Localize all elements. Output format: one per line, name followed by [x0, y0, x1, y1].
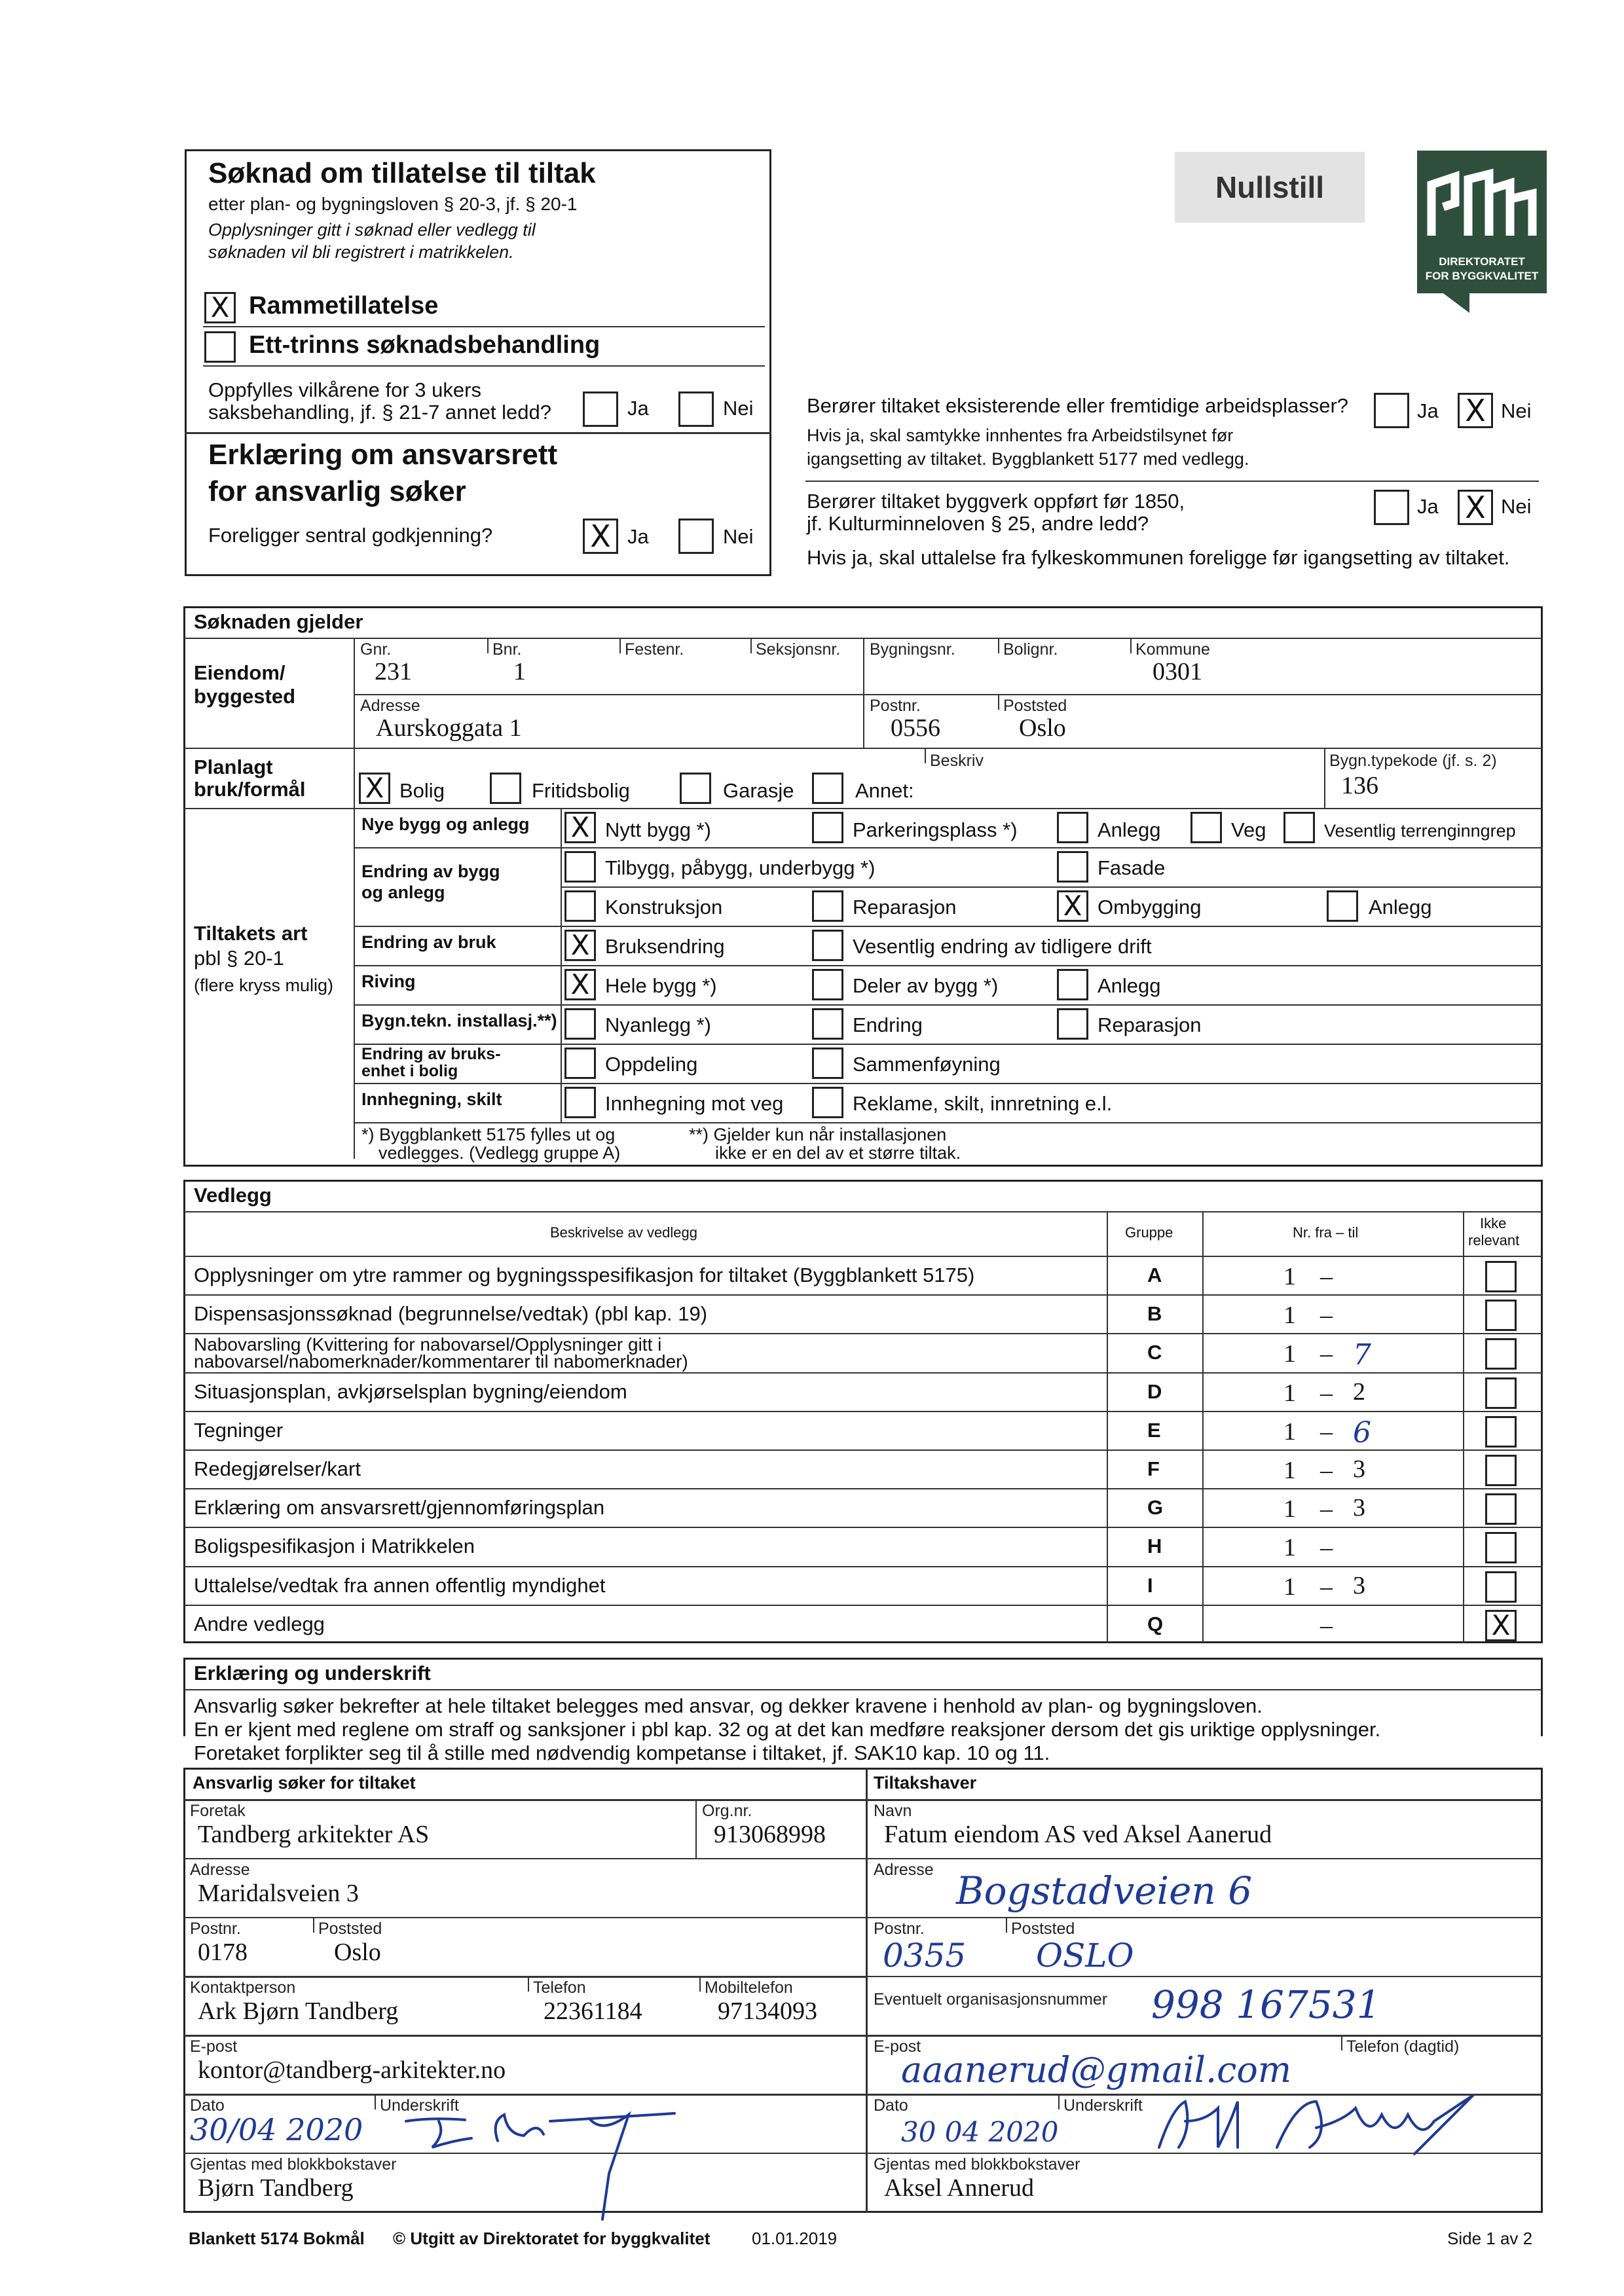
- vedlegg-group: I: [1147, 1574, 1153, 1597]
- heritage-nei-label: Nei: [1501, 495, 1532, 518]
- vedlegg-row-divider: [183, 1256, 1543, 1257]
- form-subtitle: etter plan- og bygningsloven § 20-3, jf. § 20-1: [208, 194, 578, 214]
- row-nye-bygg: Nye bygg og anlegg: [361, 814, 530, 834]
- poststed-value[interactable]: Oslo: [1019, 714, 1066, 742]
- three-week-nei-label: Nei: [723, 397, 754, 420]
- three-week-question-1: Oppfylles vilkårene for 3 ukers: [208, 378, 481, 401]
- annet-checkbox[interactable]: [812, 773, 843, 804]
- soker-underskrift-label: Underskrift: [380, 2096, 459, 2115]
- anlegg2-checkbox[interactable]: [1327, 890, 1358, 922]
- vedlegg-ikke-relevant-checkbox[interactable]: [1485, 1261, 1517, 1292]
- tiltakshaver-underskrift-label: Underskrift: [1063, 2096, 1143, 2115]
- three-week-nei-checkbox[interactable]: [678, 392, 714, 427]
- heritage-ja-checkbox[interactable]: [1374, 490, 1409, 525]
- parkeringsplass-checkbox[interactable]: [812, 812, 843, 843]
- vedlegg-dash: –: [1320, 1457, 1333, 1484]
- vedlegg-dash: –: [1320, 1534, 1333, 1561]
- vedlegg-from[interactable]: 1: [1283, 1340, 1296, 1368]
- oppdeling-label: Oppdeling: [605, 1053, 698, 1076]
- postnr-label: Postnr.: [870, 697, 921, 715]
- art-label-2: pbl § 20-1: [194, 947, 284, 970]
- veg-checkbox[interactable]: [1190, 812, 1222, 843]
- vedlegg-col-beskrivelse: Beskrivelse av vedlegg: [550, 1224, 698, 1241]
- footer-page: Side 1 av 2: [1447, 2229, 1533, 2248]
- bruksendring-label: Bruksendring: [605, 935, 725, 958]
- vedlegg-desc: Erklæring om ansvarsrett/gjennomføringsplan: [194, 1496, 605, 1519]
- row-endring-bygg-1: Endring av bygg: [361, 862, 500, 881]
- art-label-3: (flere kryss mulig): [194, 975, 334, 995]
- ett-trinns-checkbox[interactable]: [204, 331, 236, 363]
- anlegg1-label: Anlegg: [1098, 818, 1161, 841]
- vedlegg-ikke-relevant-checkbox[interactable]: [1485, 1571, 1517, 1603]
- form-note-1: Opplysninger gitt i søknad eller vedlegg til: [208, 220, 536, 240]
- tiltakshaver-adresse-value[interactable]: Bogstadveien 6: [956, 1868, 1253, 1913]
- logo-line-1: DIREKTORATET: [1439, 255, 1525, 268]
- workplace-nei-checkbox[interactable]: X: [1458, 393, 1493, 428]
- soker-telefon-value[interactable]: 22361184: [544, 1997, 642, 2025]
- annet-label: Annet:: [855, 779, 914, 802]
- soker-title: Ansvarlig søker for tiltaket: [193, 1773, 416, 1793]
- tiltakshaver-navn-label: Navn: [874, 1802, 912, 1820]
- vedlegg-group: D: [1147, 1380, 1162, 1403]
- fritidsbolig-checkbox[interactable]: [490, 773, 521, 804]
- soker-postnr-value[interactable]: 0178: [198, 1939, 248, 1966]
- vedlegg-row-divider: [183, 1411, 1543, 1412]
- vedlegg-desc: Dispensasjonssøknad (begrunnelse/vedtak) (pbl kap. 19): [194, 1302, 708, 1325]
- soker-mobil-label: Mobiltelefon: [705, 1978, 793, 1997]
- garasje-checkbox[interactable]: [680, 773, 711, 804]
- nytt-bygg-label: Nytt bygg *): [605, 818, 711, 841]
- bygn-typekode-label: Bygn.typekode (jf. s. 2): [1329, 752, 1497, 770]
- footnote-1b: vedlegges. (Vedlegg gruppe A): [378, 1143, 621, 1163]
- vedlegg-to[interactable]: 3: [1353, 1494, 1365, 1522]
- reparasjon2-label: Reparasjon: [1098, 1013, 1202, 1036]
- garasje-label: Garasje: [723, 779, 794, 802]
- endring-checkbox[interactable]: [812, 1008, 843, 1040]
- vedlegg-group: C: [1147, 1341, 1162, 1364]
- vedlegg-dash: –: [1320, 1340, 1333, 1368]
- vedlegg-from[interactable]: 1: [1283, 1263, 1296, 1290]
- eiendom-label-1: Eiendom/: [194, 661, 286, 684]
- eiendom-label-2: byggested: [194, 685, 296, 708]
- vedlegg-desc: Andre vedlegg: [194, 1613, 325, 1635]
- workplace-ja-label: Ja: [1417, 399, 1439, 422]
- vedlegg-from[interactable]: 1: [1283, 1495, 1296, 1523]
- vedlegg-from[interactable]: 1: [1283, 1534, 1296, 1561]
- innhegning-mot-veg-checkbox[interactable]: [564, 1087, 596, 1118]
- soker-gjentas-label: Gjentas med blokkbokstaver: [190, 2155, 397, 2174]
- three-week-ja-label: Ja: [627, 397, 649, 420]
- rammetillatelse-label: Rammetillatelse: [249, 292, 439, 319]
- deler-av-bygg-label: Deler av bygg *): [853, 974, 999, 997]
- row-bygn-tekn: Bygn.tekn. installasj.**): [361, 1011, 557, 1030]
- tiltakshaver-postnr-label: Postnr.: [874, 1920, 925, 1938]
- anlegg3-label: Anlegg: [1098, 974, 1161, 997]
- vedlegg-ikke-relevant-checkbox[interactable]: [1485, 1377, 1517, 1409]
- footer-publisher: © Utgitt av Direktoratet for byggkvalitet: [393, 2229, 710, 2248]
- soker-signature: [393, 2095, 707, 2226]
- ett-trinns-label: Ett-trinns søknadsbehandling: [249, 331, 600, 359]
- reset-button-label: Nullstill: [1215, 170, 1325, 204]
- vedlegg-col-gruppe: Gruppe: [1125, 1224, 1173, 1241]
- bolig-checkbox[interactable]: X: [359, 773, 390, 804]
- soker-orgnr-label: Org.nr.: [702, 1802, 752, 1820]
- tiltakshaver-signature: [1146, 2082, 1513, 2160]
- tiltakshaver-postnr-value[interactable]: 0355: [883, 1937, 967, 1975]
- vedlegg-desc: Uttalelse/vedtak fra annen offentlig myndighet: [194, 1574, 606, 1597]
- row-riving: Riving: [361, 972, 416, 991]
- festenr-label: Festenr.: [625, 640, 684, 659]
- seksjonsnr-label: Seksjonsnr.: [756, 640, 841, 659]
- tiltakshaver-title: Tiltakshaver: [874, 1773, 977, 1793]
- footer-form-id: Blankett 5174 Bokmål: [189, 2229, 365, 2248]
- adresse-label: Adresse: [360, 697, 420, 715]
- row-endring-bruksenhet-1: Endring av bruks-: [361, 1045, 501, 1063]
- veg-label: Veg: [1231, 818, 1266, 841]
- vedlegg-ikke-relevant-checkbox[interactable]: X: [1485, 1610, 1517, 1641]
- vedlegg-row-divider: [183, 1605, 1543, 1606]
- parkeringsplass-label: Parkeringsplass *): [853, 818, 1018, 841]
- tilbygg-checkbox[interactable]: [564, 851, 596, 883]
- vedlegg-from[interactable]: 1: [1283, 1379, 1296, 1407]
- vedlegg-dash: –: [1320, 1263, 1333, 1290]
- vedlegg-ikke-relevant-checkbox[interactable]: [1485, 1338, 1517, 1370]
- dibk-logo-icon: [1417, 151, 1547, 249]
- heritage-ja-label: Ja: [1417, 495, 1439, 518]
- bnr-value[interactable]: 1: [513, 658, 526, 685]
- dibk-logo: [1417, 151, 1547, 293]
- vesentlig-endring-label: Vesentlig endring av tidligere drift: [853, 935, 1152, 958]
- vedlegg-dash: –: [1320, 1418, 1333, 1446]
- sentral-godkjenning-question: Foreligger sentral godkjenning?: [208, 524, 493, 547]
- workplace-nei-label: Nei: [1501, 399, 1532, 422]
- tiltakshaver-telefon-dagtid-label: Telefon (dagtid): [1346, 2037, 1460, 2056]
- vedlegg-desc: Nabovarsling (Kvittering for nabovarsel/Opplysninger gitt i: [194, 1334, 662, 1355]
- gnr-value[interactable]: 231: [375, 658, 412, 685]
- art-label-1: Tiltakets art: [194, 922, 308, 945]
- vedlegg-to[interactable]: 3: [1353, 1455, 1365, 1483]
- vedlegg-dash: –: [1320, 1379, 1333, 1407]
- sammenfoyning-label: Sammenføyning: [853, 1053, 1001, 1076]
- soker-blokk-value[interactable]: Bjørn Tandberg: [198, 2174, 354, 2202]
- oppdeling-checkbox[interactable]: [564, 1048, 596, 1079]
- heritage-question-2: jf. Kulturminneloven § 25, andre ledd?: [807, 512, 1149, 535]
- bnr-label: Bnr.: [492, 640, 522, 659]
- vedlegg-group: A: [1147, 1264, 1162, 1286]
- soker-mobil-value[interactable]: 97134093: [718, 1997, 817, 2025]
- ombygging-label: Ombygging: [1098, 896, 1202, 919]
- tiltakshaver-dato-value[interactable]: 30 04 2020: [901, 2116, 1059, 2148]
- vedlegg-col-ikke-1: Ikke: [1480, 1215, 1507, 1231]
- reparasjon1-label: Reparasjon: [853, 896, 957, 919]
- workplace-note-2: igangsetting av tiltaket. Byggblankett 5177 med vedlegg.: [807, 449, 1249, 469]
- workplace-ja-checkbox[interactable]: [1374, 393, 1409, 428]
- soker-orgnr-value[interactable]: 913068998: [714, 1821, 826, 1848]
- bolig-label: Bolig: [399, 779, 445, 802]
- soker-kontaktperson-value[interactable]: Ark Bjørn Tandberg: [198, 1997, 399, 2025]
- vedlegg-group: H: [1147, 1535, 1162, 1558]
- erklaering-text-3: Foretaket forplikter seg til å stille med nødvendig kompetanse i tiltaket, jf. SAK10 kap. 10 og 11.: [194, 1741, 1050, 1764]
- hele-bygg-checkbox[interactable]: X: [564, 969, 596, 1000]
- vedlegg-desc: Tegninger: [194, 1419, 284, 1442]
- form-title: Søknad om tillatelse til tiltak: [208, 157, 596, 189]
- anlegg2-label: Anlegg: [1369, 896, 1432, 919]
- sammenfoyning-checkbox[interactable]: [812, 1048, 843, 1079]
- soker-dato-label: Dato: [190, 2096, 225, 2115]
- workplace-question: Berører tiltaket eksisterende eller fremtidige arbeidsplasser?: [807, 394, 1349, 417]
- nyanlegg-label: Nyanlegg *): [605, 1013, 711, 1036]
- sentral-godkjenning-ja-checkbox[interactable]: X: [583, 519, 618, 554]
- endring-label: Endring: [853, 1013, 923, 1036]
- vedlegg-dash: –: [1320, 1302, 1333, 1329]
- vedlegg-dash: –: [1320, 1495, 1333, 1523]
- footnote-2a: **) Gjelder kun når installasjonen: [689, 1125, 947, 1144]
- workplace-note-1: Hvis ja, skal samtykke innhentes fra Arbeidstilsynet før: [807, 426, 1234, 445]
- vedlegg-row-divider: [183, 1294, 1543, 1296]
- reset-button[interactable]: [1175, 152, 1365, 223]
- soker-poststed-label: Poststed: [318, 1920, 382, 1938]
- form-note-2: søknaden vil bli registrert i matrikkelen.: [208, 242, 514, 262]
- vedlegg-row-divider: [183, 1488, 1543, 1489]
- konstruksjon-checkbox[interactable]: [564, 890, 596, 922]
- kommune-label: Kommune: [1135, 640, 1210, 659]
- vedlegg-desc: Situasjonsplan, avkjørselsplan bygning/eiendom: [194, 1380, 627, 1403]
- vedlegg-group: G: [1147, 1496, 1164, 1519]
- erklaering-title: Erklæring og underskrift: [194, 1662, 431, 1685]
- vesentlig-terreng-label: Vesentlig terrenginngrep: [1324, 821, 1516, 841]
- soker-adresse-value[interactable]: Maridalsveien 3: [198, 1880, 359, 1907]
- reklame-label: Reklame, skilt, innretning e.l.: [853, 1092, 1113, 1115]
- three-week-question-2: saksbehandling, jf. § 21-7 annet ledd?: [208, 401, 551, 424]
- planlagt-label-2: bruk/formål: [194, 778, 306, 801]
- konstruksjon-label: Konstruksjon: [605, 896, 723, 919]
- tiltakshaver-adresse-label: Adresse: [874, 1861, 934, 1879]
- vedlegg-dash: –: [1320, 1612, 1333, 1639]
- vedlegg-to[interactable]: 3: [1353, 1572, 1365, 1599]
- fasade-label: Fasade: [1098, 856, 1166, 879]
- rammetillatelse-checkbox[interactable]: X: [204, 292, 236, 323]
- poststed-label: Poststed: [1003, 697, 1067, 715]
- vedlegg-desc: Redegjørelser/kart: [194, 1457, 361, 1480]
- vedlegg-group: F: [1147, 1457, 1160, 1480]
- vedlegg-to[interactable]: 6: [1353, 1416, 1371, 1449]
- soker-foretak-label: Foretak: [190, 1802, 246, 1820]
- planlagt-label-1: Planlagt: [194, 756, 273, 778]
- vedlegg-group: B: [1147, 1302, 1162, 1325]
- tiltakshaver-epost-value[interactable]: aaanerud@gmail.com: [901, 2049, 1292, 2090]
- fritidsbolig-label: Fritidsbolig: [532, 779, 630, 802]
- reklame-checkbox[interactable]: [812, 1087, 843, 1118]
- tiltakshaver-navn-value[interactable]: Fatum eiendom AS ved Aksel Aanerud: [884, 1821, 1272, 1848]
- vedlegg-desc: Boligspesifikasjon i Matrikkelen: [194, 1535, 475, 1558]
- vedlegg-desc: Opplysninger om ytre rammer og bygningsspesifikasjon for tiltaket (Byggblankett 5175): [194, 1264, 975, 1286]
- footnote-1a: *) Byggblankett 5175 fylles ut og: [361, 1125, 616, 1144]
- row-endring-bruk: Endring av bruk: [361, 932, 496, 952]
- vedlegg-ikke-relevant-checkbox[interactable]: [1485, 1455, 1517, 1486]
- vedlegg-ikke-relevant-checkbox[interactable]: [1485, 1493, 1517, 1525]
- vedlegg-from[interactable]: 1: [1283, 1418, 1296, 1446]
- footer-date: 01.01.2019: [752, 2229, 838, 2248]
- sentral-godkjenning-ja-label: Ja: [627, 525, 649, 548]
- heritage-note: Hvis ja, skal uttalelse fra fylkeskommunen foreligge før igangsetting av tiltaket.: [807, 546, 1510, 569]
- vedlegg-ikke-relevant-checkbox[interactable]: [1485, 1300, 1517, 1331]
- vedlegg-title: Vedlegg: [194, 1184, 272, 1207]
- tiltakshaver-orgnr-label: Eventuelt organisasjonsnummer: [874, 1990, 1108, 2009]
- reparasjon2-checkbox[interactable]: [1057, 1008, 1088, 1040]
- soker-telefon-label: Telefon: [533, 1978, 586, 1997]
- soker-poststed-value[interactable]: Oslo: [334, 1939, 381, 1966]
- bolignr-label: Bolignr.: [1003, 640, 1058, 659]
- vedlegg-col-nr: Nr. fra – til: [1293, 1224, 1359, 1241]
- row-innhegning: Innhegning, skilt: [361, 1089, 502, 1109]
- vedlegg-group: Q: [1147, 1613, 1164, 1635]
- gnr-label: Gnr.: [360, 640, 392, 659]
- soker-postnr-label: Postnr.: [190, 1920, 241, 1938]
- vedlegg-group: E: [1147, 1419, 1161, 1442]
- soker-kontaktperson-label: Kontaktperson: [190, 1978, 296, 1997]
- three-week-ja-checkbox[interactable]: [583, 392, 618, 427]
- tiltakshaver-blokk-value[interactable]: Aksel Annerud: [884, 2174, 1035, 2202]
- fasade-checkbox[interactable]: [1057, 851, 1088, 883]
- innhegning-mot-veg-label: Innhegning mot veg: [605, 1092, 784, 1115]
- tiltakshaver-poststed-label: Poststed: [1011, 1920, 1075, 1938]
- vedlegg-row-divider: [183, 1372, 1543, 1374]
- footnote-2b: ikke er en del av et større tiltak.: [715, 1143, 961, 1163]
- logo-tab: [1443, 293, 1469, 313]
- ombygging-checkbox[interactable]: X: [1057, 890, 1088, 922]
- row-endring-bruksenhet-2: enhet i bolig: [361, 1062, 458, 1080]
- bygn-typekode-value[interactable]: 136: [1341, 772, 1378, 799]
- tiltakshaver-epost-label: E-post: [874, 2037, 921, 2056]
- deler-av-bygg-checkbox[interactable]: [812, 969, 843, 1000]
- logo-line-2: FOR BYGGKVALITET: [1425, 270, 1539, 282]
- vedlegg-from[interactable]: 1: [1283, 1573, 1296, 1601]
- beskriv-label: Beskriv: [930, 752, 984, 770]
- soker-foretak-value[interactable]: Tandberg arkitekter AS: [198, 1821, 430, 1848]
- vedlegg-ikke-relevant-checkbox[interactable]: [1485, 1532, 1517, 1563]
- soker-epost-label: E-post: [190, 2037, 238, 2056]
- tiltakshaver-gjentas-label: Gjentas med blokkbokstaver: [874, 2155, 1080, 2174]
- vedlegg-to[interactable]: 7: [1353, 1338, 1371, 1372]
- vedlegg-desc-2: nabovarsel/nabomerknader/kommentarer til nabomerknader): [194, 1351, 688, 1372]
- vedlegg-from[interactable]: 1: [1283, 1457, 1296, 1484]
- vedlegg-row-divider: [183, 1449, 1543, 1451]
- vedlegg-to[interactable]: 2: [1353, 1378, 1365, 1406]
- vedlegg-from[interactable]: 1: [1283, 1302, 1296, 1329]
- tilbygg-label: Tilbygg, påbygg, underbygg *): [605, 856, 876, 879]
- vedlegg-row-divider: [183, 1566, 1543, 1567]
- vesentlig-endring-checkbox[interactable]: [812, 930, 843, 961]
- bruksendring-checkbox[interactable]: X: [564, 930, 596, 961]
- erklaering-text-1: Ansvarlig søker bekrefter at hele tiltaket belegges med ansvar, og dekker kravene i henhold av plan- og bygningsloven.: [194, 1694, 1263, 1717]
- bygningsnr-label: Bygningsnr.: [870, 640, 955, 659]
- vesentlig-terreng-checkbox[interactable]: [1283, 812, 1315, 843]
- erklaering-text-2: En er kjent med reglene om straff og sanksjoner i pbl kap. 32 og at det kan medføre reaksjoner dersom det gis uriktige opplysninger.: [194, 1718, 1381, 1741]
- soknaden-title: Søknaden gjelder: [194, 610, 363, 633]
- nytt-bygg-checkbox[interactable]: X: [564, 812, 596, 843]
- tiltakshaver-dato-label: Dato: [874, 2096, 908, 2115]
- vedlegg-row-divider: [183, 1527, 1543, 1528]
- adresse-value[interactable]: Aurskoggata 1: [376, 714, 522, 742]
- sentral-godkjenning-nei-checkbox[interactable]: [678, 519, 714, 554]
- postnr-value[interactable]: 0556: [891, 714, 940, 742]
- soker-dato-value[interactable]: 30/04 2020: [190, 2112, 363, 2147]
- tiltakshaver-orgnr-value[interactable]: 998 167531: [1151, 1982, 1381, 2027]
- heritage-nei-checkbox[interactable]: X: [1458, 490, 1493, 525]
- tiltakshaver-poststed-value[interactable]: OSLO: [1036, 1937, 1134, 1975]
- heritage-question-1: Berører tiltaket byggverk oppført før 1850,: [807, 490, 1185, 513]
- sentral-godkjenning-nei-label: Nei: [723, 525, 754, 548]
- hele-bygg-label: Hele bygg *): [605, 974, 717, 997]
- row-endring-bygg-2: og anlegg: [361, 883, 445, 902]
- kommune-value[interactable]: 0301: [1153, 658, 1202, 685]
- nyanlegg-checkbox[interactable]: [564, 1008, 596, 1040]
- vedlegg-col-ikke-2: relevant: [1468, 1232, 1520, 1248]
- anlegg1-checkbox[interactable]: [1057, 812, 1088, 843]
- declaration-title-2: for ansvarlig søker: [208, 475, 466, 507]
- vedlegg-ikke-relevant-checkbox[interactable]: [1485, 1416, 1517, 1448]
- soker-adresse-label: Adresse: [190, 1861, 250, 1879]
- declaration-title-1: Erklæring om ansvarsrett: [208, 439, 558, 471]
- anlegg3-checkbox[interactable]: [1057, 969, 1088, 1000]
- reparasjon1-checkbox[interactable]: [812, 890, 843, 922]
- vedlegg-dash: –: [1320, 1573, 1333, 1601]
- soker-epost-value[interactable]: kontor@tandberg-arkitekter.no: [198, 2056, 506, 2084]
